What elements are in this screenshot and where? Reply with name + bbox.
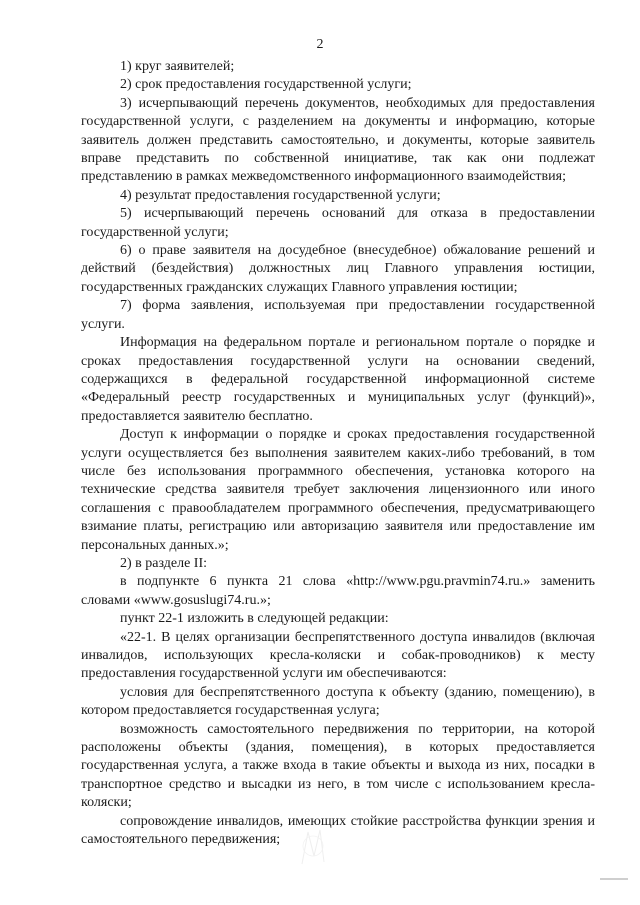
- page-number: 2: [316, 37, 324, 52]
- list-item: 3) исчерпывающий перечень документов, необходимых для предоставления государственной услуги, с разделением на документы и информацию, которые заявитель должен представить самостоятельно, и документы, которые заявитель вправе представить по собственной инициативе, так как они подлежат представлению в рамках межведомственного информационного взаимодействия;: [81, 95, 595, 185]
- list-item: 5) исчерпывающий перечень оснований для отказа в предоставлении государственной услуги;: [81, 206, 595, 240]
- scan-edge-mark: [600, 878, 628, 880]
- paragraph: «22-1. В целях организации беспрепятственного доступа инвалидов (включая инвалидов, использующих кресла-коляски и собак-проводников) к месту предоставления государственной услуги им обеспечиваются:: [81, 629, 595, 682]
- document-body: [81, 58, 595, 849]
- faint-stamp-icon: [296, 826, 330, 866]
- paragraph: условия для беспрепятственного доступа к объекту (зданию, помещению), в котором предоставляется государственная услуга;: [81, 684, 595, 719]
- list-item: 7) форма заявления, используемая при предоставлении государственной услуги.: [81, 298, 595, 332]
- paragraph: 2) в разделе II:: [120, 555, 208, 571]
- list-item: 2) срок предоставления государственной услуги;: [120, 77, 412, 93]
- list-item: 4) результат предоставления государственной услуги;: [120, 187, 441, 203]
- paragraph: возможность самостоятельного передвижения по территории, на которой расположены объекты (здания, помещения), в которых предоставляется государственная услуга, а также входа в такие объекты и выхода из них, посадки в транспортное средство и высадки из него, в том числе с использованием кресла-коляски;: [81, 721, 595, 811]
- list-item: 6) о праве заявителя на досудебное (внесудебное) обжалование решений и действий (бездействия) должностных лиц Главного управления юстиции, государственных гражданских служащих Главного управления юстиции;: [81, 243, 595, 295]
- paragraph: Доступ к информации о порядке и сроках предоставления государственной услуги осуществляется без выполнения заявителем каких-либо требований, в том числе без использования программного обеспечения, установка которого на технические средства заявителя требует заключения лицензионного или иного соглашения с правообладателем программного обеспечения, предусматривающего взимание платы, регистрацию или авторизацию заявителя или предоставление им персональных данных.»;: [81, 427, 595, 553]
- list-item: 1) круг заявителей;: [120, 59, 235, 74]
- paragraph: Информация на федеральном портале и региональном портале о порядке и сроках предоставления государственной услуги на основании сведений, содержащихся в федеральной государственной информационной системе «Федеральный реестр государственных и муниципальных услуг (функций)», предоставляется заявителю бесплатно.: [81, 335, 595, 424]
- paragraph: сопровождение инвалидов, имеющих стойкие расстройства функции зрения и самостоятельного передвижения;: [81, 813, 595, 848]
- paragraph: пункт 22-1 изложить в следующей редакции:: [120, 611, 389, 627]
- paragraph: в подпункте 6 пункта 21 слова «http://www.pgu.pravmin74.ru.» заменить словами «www.gosuslugi74.ru.»;: [81, 574, 595, 608]
